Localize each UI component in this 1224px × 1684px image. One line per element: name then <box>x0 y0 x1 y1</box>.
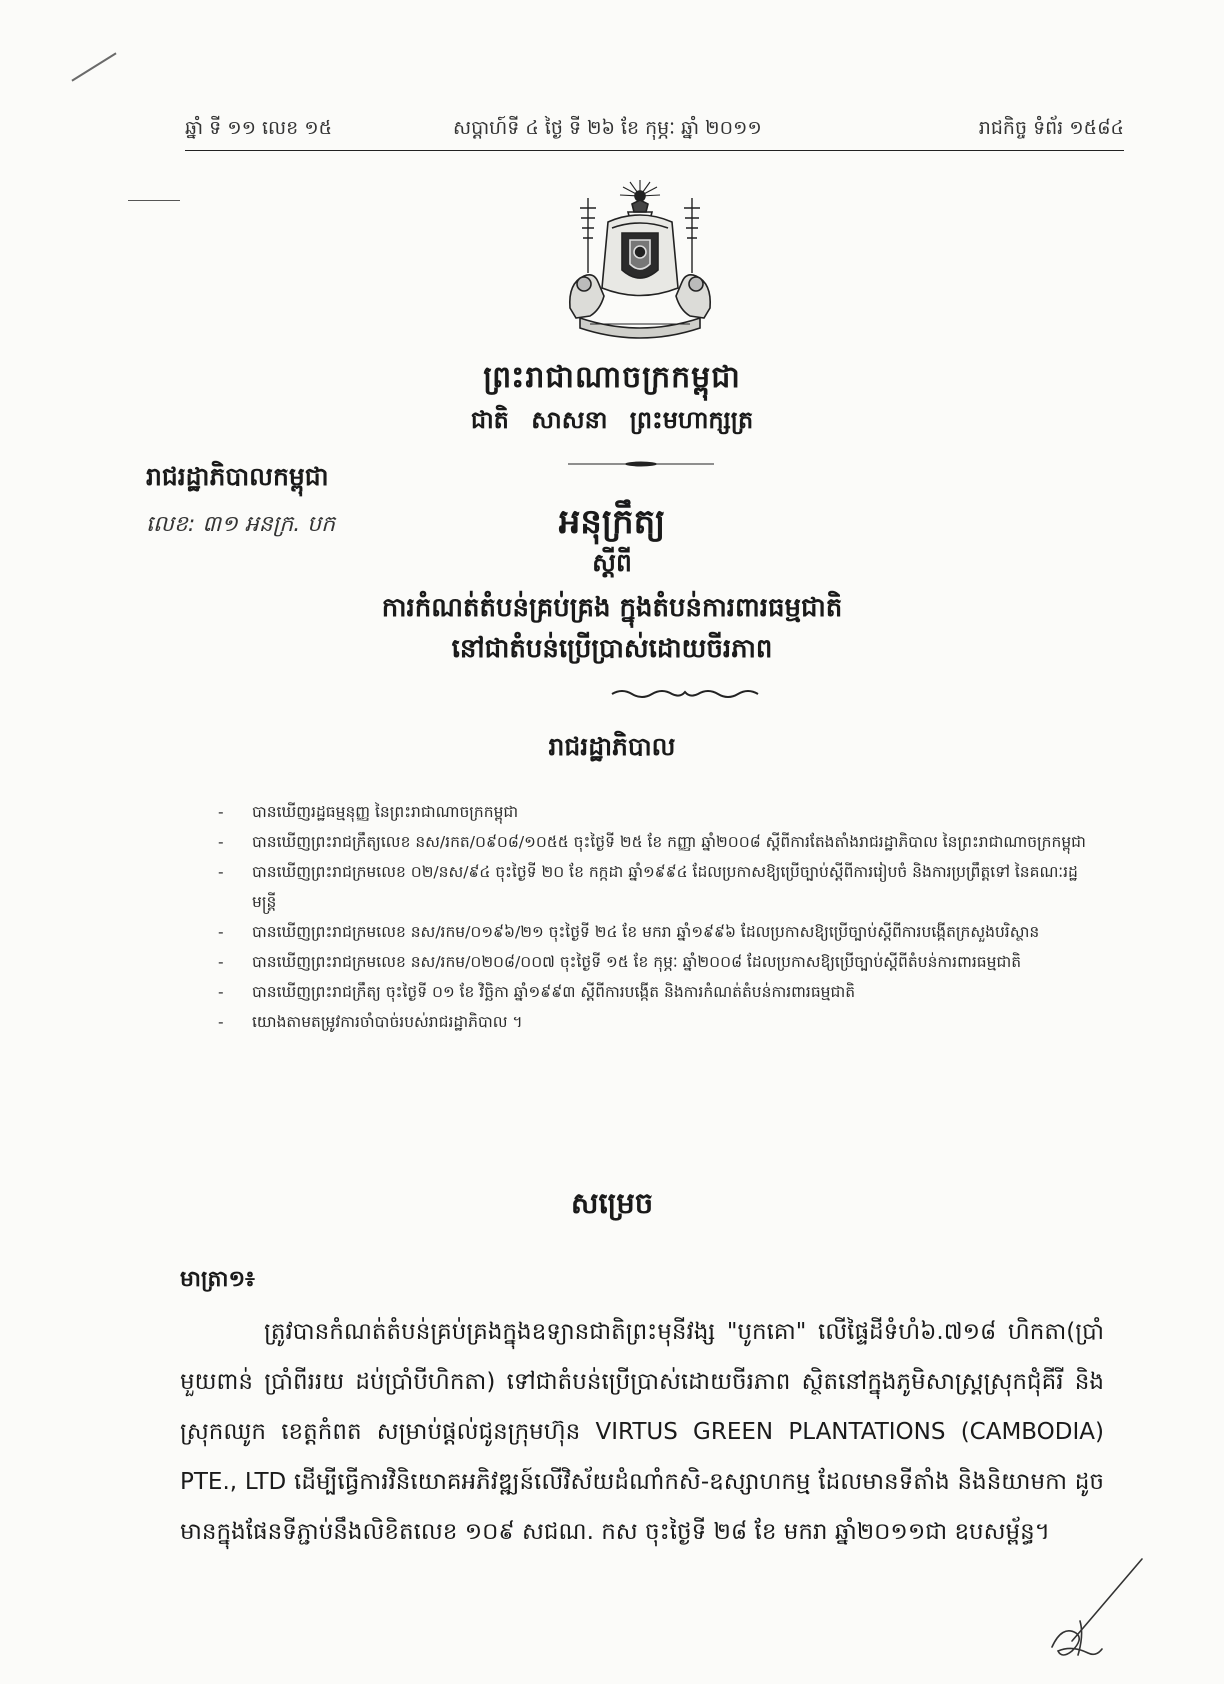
list-item: - បានឃើញព្រះរាជក្រមលេខ នស/រកម/០២០៨/០០៧ ចុះថ្ងៃទី ១៥ ខែ កុម្ភៈ ឆ្នាំ២០០៨ ដែលប្រកាសឱ្យប្រើច្បាប់ស្តីពីតំបន់ការពារធម្មជាតិ <box>218 953 1022 971</box>
document-about: ស្តីពី <box>592 548 632 577</box>
article-body <box>180 1307 1104 1557</box>
gazette-issue: ឆ្នាំ ទី ១១ លេខ ១៥ <box>185 117 333 139</box>
scan-mark <box>71 52 116 81</box>
reference-text: យោងតាមតម្រូវការចាំបាច់របស់រាជរដ្ឋាភិបាល ។ <box>252 1013 523 1031</box>
title-ornament <box>610 686 760 700</box>
gazette-page: រាជកិច្ច ទំព័រ ១៥៨៤ <box>978 117 1124 139</box>
list-item: - បានឃើញព្រះរាជក្រមលេខ ០២/នស/៩៤ ចុះថ្ងៃទី ២០ ខែ កក្កដា ឆ្នាំ១៩៩៤ ដែលប្រកាសឱ្យប្រើច្បាប់ស្តីពីការរៀបចំ និងការប្រព្រឹត្តទៅ នៃគណៈរដ្ឋមន្ត្រី <box>218 863 1078 911</box>
government-heading: រាជរដ្ឋាភិបាល <box>548 732 676 761</box>
list-item: - យោងតាមតម្រូវការចាំបាច់របស់រាជរដ្ឋាភិបាល ។ <box>218 1013 523 1031</box>
list-item: - បានឃើញព្រះរាជក្រឹត្យលេខ នស/រកត/០៩០៨/១០៥៥ ចុះថ្ងៃទី ២៥ ខែ កញ្ញា ឆ្នាំ២០០៨ ស្តីពីការតែងតាំងរាជរដ្ឋាភិបាល នៃព្រះរាជាណាចក្រកម្ពុជា <box>218 833 1086 851</box>
reference-text: បានឃើញព្រះរាជក្រឹត្យ ចុះថ្ងៃទី ០១ ខែ វិច្ឆិកា ឆ្នាំ១៩៩៣ ស្តីពីការបង្កើត និងការកំណត់តំបន់ការពារធម្មជាតិ <box>252 983 856 1001</box>
reference-text: បានឃើញព្រះរាជក្រមលេខ នស/រកម/០១៩៦/២១ ចុះថ្ងៃទី ២៤ ខែ មករា ឆ្នាំ១៩៩៦ ដែលប្រកាសឱ្យប្រើច្បាប់ស្តីពីការបង្កើតក្រសួងបរិស្ថាន <box>252 923 1040 941</box>
gazette-header <box>185 112 1124 152</box>
reference-text: បានឃើញព្រះរាជក្រមលេខ ០២/នស/៩៤ ចុះថ្ងៃទី ២០ ខែ កក្កដា ឆ្នាំ១៩៩៤ ដែលប្រកាសឱ្យប្រើច្បាប់ស្តីពីការរៀបចំ និងការប្រព្រឹត្តទៅ នៃគណៈរដ្ឋមន្ត្រី <box>252 863 1078 911</box>
legal-references <box>218 797 1098 1037</box>
list-item: - បានឃើញរដ្ឋធម្មនុញ្ញ នៃព្រះរាជាណាចក្រកម្ពុជា <box>218 803 519 821</box>
header-rule <box>185 150 1124 151</box>
document-type: អនុក្រឹត្យ <box>558 502 666 542</box>
reference-number: លេខ: ៣១ អនក្រ. បក <box>146 512 336 537</box>
document-subject-line-2: នៅជាតំបន់ប្រើប្រាស់ដោយចីរភាព <box>451 634 773 664</box>
issuer-name: រាជរដ្ឋាភិបាលកម្ពុជា <box>146 462 329 491</box>
article-label: មាត្រា១៖ <box>180 1267 255 1292</box>
decision-heading: សម្រេច <box>570 1186 654 1220</box>
reference-text: បានឃើញព្រះរាជក្រមលេខ នស/រកម/០២០៨/០០៧ ចុះថ្ងៃទី ១៥ ខែ កុម្ភៈ ឆ្នាំ២០០៨ ដែលប្រកាសឱ្យប្រើច្បាប់ស្តីពីតំបន់ការពារធម្មជាតិ <box>252 953 1022 971</box>
reference-text: បានឃើញព្រះរាជក្រឹត្យលេខ នស/រកត/០៩០៨/១០៥៥ ចុះថ្ងៃទី ២៥ ខែ កញ្ញា ឆ្នាំ២០០៨ ស្តីពីការតែងតាំងរាជរដ្ឋាភិបាល នៃព្រះរាជាណាចក្រកម្ពុជា <box>252 833 1086 851</box>
ornament-divider <box>568 461 714 467</box>
reference-text: បានឃើញរដ្ឋធម្មនុញ្ញ នៃព្រះរាជាណាចក្រកម្ពុជា <box>252 803 519 821</box>
list-item: - បានឃើញព្រះរាជក្រមលេខ នស/រកម/០១៩៦/២១ ចុះថ្ងៃទី ២៤ ខែ មករា ឆ្នាំ១៩៩៦ ដែលប្រកាសឱ្យប្រើច្បាប់ស្តីពីការបង្កើតក្រសួងបរិស្ថាន <box>218 923 1040 941</box>
document-subject-line-1: ការកំណត់តំបន់គ្រប់គ្រង ក្នុងតំបន់ការពារធម្មជាតិ <box>381 593 843 623</box>
gazette-date: សប្តាហ៍ទី ៤ ថ្ងៃ ទី ២៦ ខែ កុម្ភៈ ឆ្នាំ ២០១១ <box>453 117 762 139</box>
list-item: - បានឃើញព្រះរាជក្រឹត្យ ចុះថ្ងៃទី ០១ ខែ វិច្ឆិកា ឆ្នាំ១៩៩៣ ស្តីពីការបង្កើត និងការកំណត់តំបន់ការពារធម្មជាតិ <box>218 983 856 1001</box>
article-paragraph: ត្រូវបានកំណត់តំបន់គ្រប់គ្រងក្នុងឧទ្យានជាតិព្រះមុនីវង្ស "បូកគោ" លើផ្ទៃដីទំហំ៦.៧១៨ ហិកតា(ប្រាំមួយពាន់ ប្រាំពីររយ ដប់ប្រាំបីហិកតា) ទៅជាតំបន់ប្រើប្រាស់ដោយចីរភាព ស្ថិតនៅក្នុងភូមិសាស្ត្រស្រុកជុំគីរី និងស្រុកឈូក ខេត្តកំពត សម្រាប់ផ្តល់ជូនក្រុមហ៊ុន VIRTUS GREEN PLANTATIONS (CAMBODIA) PTE., LTD ដើម្បីធ្វើការវិនិយោគអភិវឌ្ឍន៍លើវិស័យដំណាំកសិ-ឧស្សាហកម្ម ដែលមានទីតាំង និងនិយាមកា ដូចមានក្នុងផែនទីភ្ជាប់នឹងលិខិតលេខ ១០៩ សជណ. កស ចុះថ្ងៃទី ២៨ ខែ មករា ឆ្នាំ២០១១ជា ឧបសម្ព័ន្ធ។ <box>180 1319 1104 1545</box>
handwritten-signature <box>1032 1555 1152 1665</box>
kingdom-name: ព្រះរាជាណាចក្រកម្ពុជា <box>483 360 741 395</box>
royal-emblem-icon <box>550 178 730 348</box>
margin-dash <box>128 200 180 201</box>
kingdom-motto: ជាតិ សាសនា ព្រះមហាក្សត្រ <box>470 406 754 434</box>
